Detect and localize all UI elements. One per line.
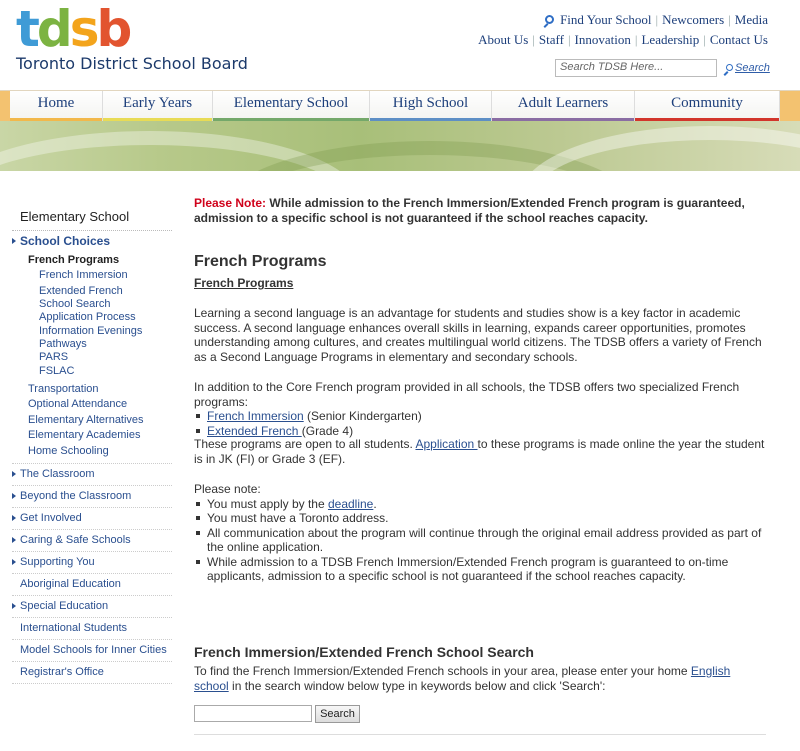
note-label: Please Note: <box>194 196 267 210</box>
site-search-input[interactable]: Search TDSB Here... <box>555 59 717 77</box>
nav-community[interactable]: Community <box>635 91 780 122</box>
sidebar-sub-pathways[interactable]: Pathways <box>39 337 87 350</box>
link-contact-us[interactable]: Contact Us <box>709 32 768 47</box>
list-item: French Immersion (Senior Kindergarten) <box>194 409 766 424</box>
admission-note: Please Note: While admission to the French Immersion/Extended French program is guaranteed, admission to a specific school is not guaranteed if the school reaches capacity. <box>194 196 745 225</box>
triangle-icon <box>12 238 16 244</box>
sidebar <box>12 209 172 684</box>
sidebar-item-optional-attendance[interactable]: Optional Attendance <box>28 398 128 411</box>
sidebar-item-supporting-you[interactable]: Supporting You <box>12 552 172 574</box>
section-subtitle: French Programs <box>194 276 294 290</box>
header-banner <box>0 121 800 171</box>
logo-wordmark: tdsb <box>16 0 130 58</box>
sidebar-sub-school-search[interactable]: School Search <box>39 298 111 311</box>
nav-high-school[interactable]: High School <box>370 91 492 122</box>
triangle-icon <box>12 515 16 521</box>
sidebar-item-elementary-alternatives[interactable]: Elementary Alternatives <box>28 413 144 426</box>
link-media[interactable]: Media <box>734 12 768 27</box>
main-nav <box>0 90 800 121</box>
list-item: Extended French (Grade 4) <box>194 424 766 439</box>
nav-elementary-school[interactable]: Elementary School <box>213 91 370 122</box>
link-innovation[interactable]: Innovation <box>574 32 631 47</box>
tdsb-logo[interactable] <box>16 0 248 73</box>
divider <box>194 734 766 735</box>
nav-adult-learners[interactable]: Adult Learners <box>492 91 635 122</box>
list-item: You must have a Toronto address. <box>194 511 766 526</box>
triangle-icon <box>12 603 16 609</box>
sidebar-item-model-schools[interactable]: Model Schools for Inner Cities <box>12 640 172 662</box>
nav-home[interactable]: Home <box>10 91 103 122</box>
search-icon <box>545 15 554 24</box>
link-extended-french[interactable]: Extended French <box>207 423 302 438</box>
sidebar-item-home-schooling[interactable]: Home Schooling <box>12 444 172 465</box>
sidebar-item-international-students[interactable]: International Students <box>12 618 172 640</box>
nav-early-years[interactable]: Early Years <box>103 91 213 122</box>
board-name: Toronto District School Board <box>16 54 248 73</box>
list-item: While admission to a TDSB French Immersion/Extended French program is guaranteed to on-time applicants, admission to a specific school is not guaranteed if the school reaches capacity. <box>194 555 766 584</box>
programs-open-paragraph: These programs are open to all students. Application to these programs is made online the year the student is in JK (FI) or Grade 3 (EF). <box>194 437 765 466</box>
nav-right-cap <box>780 91 800 122</box>
link-application[interactable]: Application <box>415 437 478 451</box>
school-search-button[interactable]: Search <box>315 705 360 723</box>
sidebar-item-elementary-academies[interactable]: Elementary Academies <box>28 429 141 442</box>
school-search-instructions: To find the French Immersion/Extended French schools in your area, please enter your home English school in the search window below type in keywords below and click 'Search': <box>194 664 731 693</box>
triangle-icon <box>12 471 16 477</box>
sidebar-item-aboriginal-education[interactable]: Aboriginal Education <box>12 574 172 596</box>
link-newcomers[interactable]: Newcomers <box>662 12 725 27</box>
sidebar-sub-pars[interactable]: PARS <box>39 351 69 364</box>
link-deadline[interactable]: deadline <box>327 496 374 511</box>
sidebar-sub-french-immersion[interactable]: French Immersion <box>39 268 128 281</box>
sidebar-item-special-education[interactable]: Special Education <box>12 596 172 618</box>
school-search-input[interactable] <box>194 705 312 722</box>
link-about-us[interactable]: About Us <box>478 32 529 47</box>
link-english-school[interactable]: English school <box>194 664 731 693</box>
sidebar-item-caring-safe-schools[interactable]: Caring & Safe Schools <box>12 530 172 552</box>
sidebar-sub-extended-french[interactable]: Extended French <box>39 284 123 297</box>
link-leadership[interactable]: Leadership <box>641 32 700 47</box>
core-french-paragraph: In addition to the Core French program provided in all schools, the TDSB offers two specialized French programs: French Immersion (Senior Kindergarten) Extended French (Grade 4) <box>194 380 766 438</box>
list-item: All communication about the program will continue through the original email address provided as part of the online application. <box>194 526 766 555</box>
please-note-block: Please note: You must apply by the deadline. You must have a Toronto address. All communication about the program will continue through the original email address provided as part of the online application. While admission to a TDSB French Immersion/Extended French program is guaranteed to on-time applicants, admission to a specific school is not guaranteed if the school reaches capacity. <box>194 482 766 584</box>
sidebar-item-french-programs[interactable]: French Programs <box>28 254 120 266</box>
sidebar-sub-application-process[interactable]: Application Process <box>39 311 136 324</box>
sidebar-item-school-choices[interactable]: School Choices <box>12 231 172 251</box>
intro-paragraph: Learning a second language is an advantage for students and studies show is a key factor in academic success. A second language enhances overall skills in learning, expands career opportunities, promotes understanding among cultures, and creates multilingual world citizens. The TDSB offers a variety of French as a Second Language Programs in elementary and secondary schools. <box>194 306 762 364</box>
sidebar-item-get-involved[interactable]: Get Involved <box>12 508 172 530</box>
top-links-row1: Find Your School | Newcomers | Media <box>545 12 768 28</box>
sidebar-item-transportation[interactable]: Transportation <box>28 382 99 395</box>
site-search-button[interactable]: Search <box>726 62 770 74</box>
sidebar-item-registrars-office[interactable]: Registrar's Office <box>12 662 172 684</box>
search-icon <box>726 64 733 71</box>
sidebar-title: Elementary School <box>12 209 172 231</box>
link-french-immersion[interactable]: French Immersion <box>207 409 304 423</box>
link-find-your-school[interactable]: Find Your School <box>560 12 652 27</box>
triangle-icon <box>12 537 16 543</box>
triangle-icon <box>12 559 16 565</box>
sidebar-item-beyond-the-classroom[interactable]: Beyond the Classroom <box>12 486 172 508</box>
main-content <box>194 196 766 720</box>
sidebar-sub-fslac[interactable]: FSLAC <box>39 364 75 377</box>
school-search-title: French Immersion/Extended French School Search <box>194 644 534 660</box>
sidebar-sub-information-evenings[interactable]: Information Evenings <box>39 324 143 337</box>
list-item: You must apply by the deadline. <box>194 497 766 512</box>
page-title: French Programs <box>194 253 327 270</box>
link-staff[interactable]: Staff <box>538 32 564 47</box>
triangle-icon <box>12 493 16 499</box>
top-links-row2: About Us | Staff | Innovation | Leadership | Contact Us <box>478 32 768 47</box>
sidebar-item-the-classroom[interactable]: The Classroom <box>12 464 172 486</box>
nav-left-cap <box>0 91 10 122</box>
